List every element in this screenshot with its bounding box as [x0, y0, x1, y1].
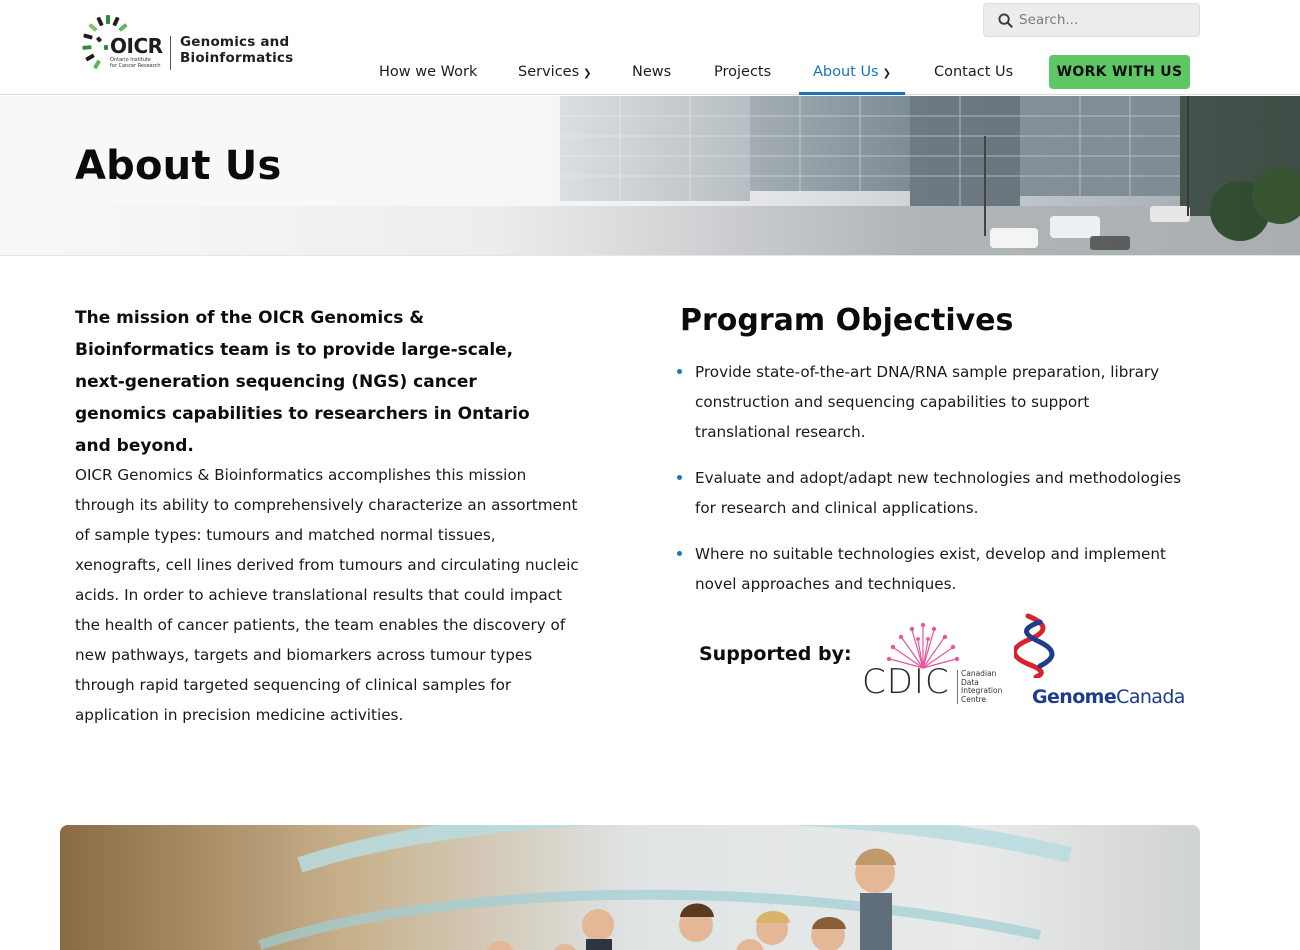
genome-word: Genome: [1032, 686, 1117, 708]
site-header: [0, 0, 1300, 95]
nav-label: Projects: [714, 64, 772, 80]
chevron-down-icon: ❯: [583, 68, 592, 79]
supported-by-label: Supported by:: [699, 643, 852, 665]
nav-label: Services: [518, 64, 580, 80]
list-item: [677, 463, 1189, 523]
objective-text: Where no suitable technologies exist, develop and implement novel approaches and techniques.: [695, 545, 1166, 593]
nav-label: About Us: [812, 64, 879, 80]
dot-bullet-icon: [677, 475, 682, 480]
team-group-photo-image: [60, 825, 1200, 950]
canada-word: Canada: [1116, 686, 1185, 708]
dot-bullet-icon: [677, 369, 682, 374]
objective-text: Provide state-of-the-art DNA/RNA sample preparation, library construction and sequencing capabilities to support translational research.: [695, 363, 1160, 441]
nav-label: How we Work: [379, 64, 478, 80]
dot-bullet-icon: [677, 551, 682, 556]
team-photo: [60, 825, 1200, 950]
page-title: About Us: [75, 143, 282, 189]
nav-contact-us[interactable]: [934, 55, 1013, 95]
search-input[interactable]: [1019, 12, 1189, 28]
search-icon[interactable]: [998, 13, 1013, 28]
nav-services[interactable]: [518, 55, 592, 95]
nav-projects[interactable]: [714, 55, 771, 95]
genome-canada-logo[interactable]: [1012, 612, 1185, 712]
objectives-heading: Program Objectives: [680, 303, 1014, 338]
cdic-line-2: Data Integration: [961, 677, 1003, 695]
objective-text: Evaluate and adopt/adapt new technologies and methodologies for research and clinical applications.: [695, 469, 1182, 517]
nav-about-us[interactable]: [799, 55, 905, 95]
oicr-wordmark-text: OICR: [110, 34, 163, 58]
cdic-logo[interactable]: [860, 620, 1020, 702]
dna-helix-icon: [1014, 612, 1058, 678]
list-item: [677, 357, 1189, 447]
cdic-line-1: Canadian: [961, 669, 997, 678]
cdic-wordmark: CDIC: [862, 662, 950, 702]
oicr-subtitle-2: for Cancer Research: [110, 63, 161, 69]
cdic-full-name: [957, 670, 1020, 704]
chevron-down-icon: ❯: [882, 68, 892, 79]
nav-label: News: [632, 64, 672, 80]
objectives-list: [677, 357, 1189, 615]
logo-program-line-1: Genomics and: [180, 34, 290, 50]
list-item: [677, 539, 1189, 599]
mission-statement: The mission of the OICR Genomics & Bioinformatics team is to provide large-scale, next-generation sequencing (NGS) cancer genomics capabilities to researchers in Ontario and beyond.: [75, 308, 530, 456]
search-box[interactable]: [983, 3, 1200, 37]
cdic-line-3: Centre: [961, 694, 987, 704]
mission-body: OICR Genomics & Bioinformatics accomplishes this mission through its ability to comprehensively characterize an assortment of sample types: tumours and matched normal tissues, xenografts, cell lines derived from tumours and circulating nucleic acids. In order to achieve translational results that could impact the health of cancer patients, the team enables the discovery of new pathways, targets and biomarkers across tumour types through rapid targeted sequencing of clinical samples for application in precision medicine activities.: [75, 466, 579, 724]
nav-label: Contact Us: [934, 64, 1014, 80]
work-with-us-button[interactable]: WORK WITH US: [1049, 55, 1190, 89]
logo-program-line-2: Bioinformatics: [180, 50, 294, 66]
nav-how-we-work[interactable]: [379, 55, 477, 95]
hero-banner: [0, 96, 1300, 256]
oicr-subtitle-1: Ontario Institute: [110, 57, 151, 63]
genome-canada-wordmark: [1032, 686, 1185, 708]
nav-news[interactable]: [632, 55, 671, 95]
